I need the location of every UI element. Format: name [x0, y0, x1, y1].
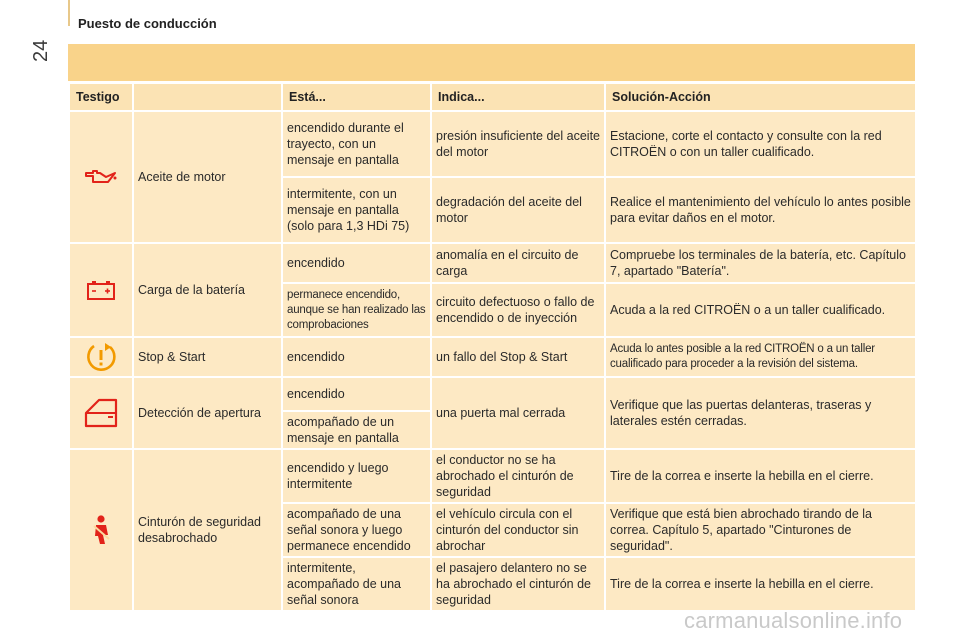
- page-number: 24: [30, 39, 52, 62]
- seatbelt-indicates-3: el pasajero delantero no se ha abrochado el cinturón de seguridad: [431, 557, 605, 611]
- header-testigo: Testigo: [69, 83, 133, 111]
- battery-name: Carga de la batería: [133, 243, 282, 337]
- stopstart-name: Stop & Start: [133, 337, 282, 377]
- battery-action-1: Compruebe los terminales de la batería, etc. Capítulo 7, apartado "Batería".: [605, 243, 916, 283]
- warning-lights-table: [68, 82, 917, 612]
- seatbelt-state-2: acompañado de una señal sonora y luego permanece encendido: [282, 503, 431, 557]
- header-state: Está...: [282, 83, 431, 111]
- battery-action-2: Acuda a la red CITROËN o a un taller cualificado.: [605, 283, 916, 337]
- battery-icon: [86, 279, 116, 301]
- seatbelt-icon: [88, 514, 114, 546]
- oil-action-2: Realice el mantenimiento del vehículo lo antes posible para evitar daños en el motor.: [605, 177, 916, 243]
- stopstart-icon-cell: [69, 337, 133, 377]
- table-row: [69, 337, 916, 377]
- header-action: Solución-Acción: [605, 83, 916, 111]
- header-name: [133, 83, 282, 111]
- door-name: Detección de apertura: [133, 377, 282, 449]
- stopstart-indicates: un fallo del Stop & Start: [431, 337, 605, 377]
- seatbelt-action-3: Tire de la correa e inserte la hebilla en el cierre.: [605, 557, 916, 611]
- oil-state-1: encendido durante el trayecto, con un mensaje en pantalla: [282, 111, 431, 177]
- seatbelt-action-1: Tire de la correa e inserte la hebilla en el cierre.: [605, 449, 916, 503]
- seatbelt-state-1: encendido y luego intermitente: [282, 449, 431, 503]
- seatbelt-indicates-1: el conductor no se ha abrochado el cinturón de seguridad: [431, 449, 605, 503]
- oil-can-icon: [84, 168, 118, 186]
- table-row: [69, 377, 916, 411]
- table-row: [69, 449, 916, 503]
- oil-action-1: Estacione, corte el contacto y consulte con la red CITROËN o con un taller cualificado.: [605, 111, 916, 177]
- table-top-band: [68, 44, 915, 81]
- stopstart-action: Acuda lo antes posible a la red CITROËN o a un taller cualificado para proceder a la revisión del sistema.: [605, 337, 916, 377]
- table-row: [69, 243, 916, 283]
- door-state-1: encendido: [282, 377, 431, 411]
- oil-state-2: intermitente, con un mensaje en pantalla (solo para 1,3 HDi 75): [282, 177, 431, 243]
- door-icon-cell: [69, 377, 133, 449]
- door-state-2: acompañado de un mensaje en pantalla: [282, 411, 431, 449]
- battery-indicates-2: circuito defectuoso o fallo de encendido o de inyección: [431, 283, 605, 337]
- oil-name: Aceite de motor: [133, 111, 282, 243]
- oil-indicates-2: degradación del aceite del motor: [431, 177, 605, 243]
- stopstart-state: encendido: [282, 337, 431, 377]
- door-action: Verifique que las puertas delanteras, traseras y laterales estén cerradas.: [605, 377, 916, 449]
- table-row: [69, 111, 916, 177]
- seatbelt-action-2: Verifique que está bien abrochado tirando de la correa. Capítulo 5, apartado "Cinturones de seguridad".: [605, 503, 916, 557]
- door-indicates: una puerta mal cerrada: [431, 377, 605, 449]
- seatbelt-icon-cell: [69, 449, 133, 611]
- battery-icon-cell: [69, 243, 133, 337]
- section-title: Puesto de conducción: [78, 16, 217, 31]
- stop-start-warning-icon: [85, 341, 117, 373]
- oil-indicates-1: presión insuficiente del aceite del motor: [431, 111, 605, 177]
- watermark: carmanualsonline.info: [684, 608, 903, 633]
- battery-state-1: encendido: [282, 243, 431, 283]
- oil-icon-cell: [69, 111, 133, 243]
- seatbelt-indicates-2: el vehículo circula con el cinturón del conductor sin abrochar: [431, 503, 605, 557]
- seatbelt-name: Cinturón de seguridad desabrochado: [133, 449, 282, 611]
- battery-state-2: permanece encendido, aunque se han realizado las comprobaciones: [282, 283, 431, 337]
- table-header-row: [69, 83, 916, 111]
- seatbelt-state-3: intermitente, acompañado de una señal sonora: [282, 557, 431, 611]
- section-marker: [68, 0, 70, 26]
- door-open-icon: [82, 396, 120, 430]
- header-indicates: Indica...: [431, 83, 605, 111]
- battery-indicates-1: anomalía en el circuito de carga: [431, 243, 605, 283]
